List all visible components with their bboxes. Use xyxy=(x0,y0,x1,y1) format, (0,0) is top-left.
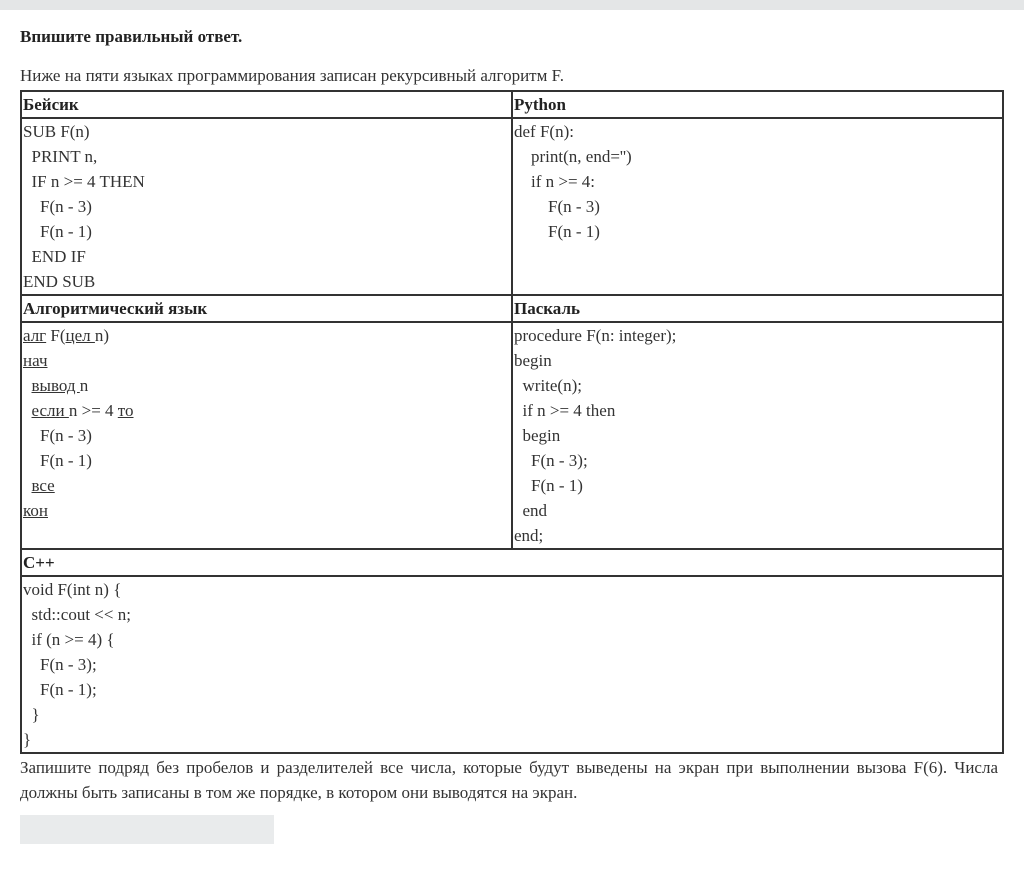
code-indent xyxy=(23,476,32,495)
keyword: то xyxy=(117,401,134,420)
code-line: F(n - 1) xyxy=(514,222,600,241)
code-line: write(n); xyxy=(514,376,582,395)
code-line: SUB F(n) xyxy=(23,122,90,141)
code-line xyxy=(23,373,511,398)
cpp-header: C++ xyxy=(21,549,1003,576)
code-line: print(n, end='') xyxy=(514,147,632,166)
keyword: цел xyxy=(65,326,95,345)
code-line: std::cout << n; xyxy=(23,605,131,624)
keyword: нач xyxy=(23,351,48,370)
code-line xyxy=(23,498,511,523)
code-line: def F(n): xyxy=(514,122,574,141)
code-line: END IF xyxy=(23,247,86,266)
keyword: все xyxy=(31,476,55,495)
algo-header: Алгоритмический язык xyxy=(21,295,512,322)
code-line: procedure F(n: integer); xyxy=(514,326,677,345)
basic-code xyxy=(21,118,512,295)
code-line: F(n - 3) xyxy=(514,197,600,216)
code-line: end; xyxy=(514,526,544,545)
code-line: if n >= 4: xyxy=(514,172,596,191)
code-line xyxy=(23,473,511,498)
top-bar xyxy=(0,0,1024,10)
python-header: Python xyxy=(512,91,1003,118)
code-line: F(n - 3); xyxy=(23,655,97,674)
code-text: n xyxy=(79,376,89,395)
code-line: F(n - 3); xyxy=(514,451,588,470)
keyword: если xyxy=(31,401,69,420)
code-line: IF n >= 4 THEN xyxy=(23,172,145,191)
code-line: if n >= 4 then xyxy=(514,401,616,420)
keyword: кон xyxy=(23,501,48,520)
code-line: void F(int n) { xyxy=(23,580,122,599)
code-line: END SUB xyxy=(23,272,96,291)
code-line xyxy=(23,323,511,348)
cpp-code xyxy=(21,576,1003,753)
code-line: F(n - 1) xyxy=(23,451,92,470)
code-line: PRINT n, xyxy=(23,147,98,166)
code-text: n) xyxy=(94,326,110,345)
code-line: end xyxy=(514,501,548,520)
keyword: алг xyxy=(23,326,47,345)
code-line: } xyxy=(23,705,40,724)
code-line xyxy=(23,348,511,373)
code-line: begin xyxy=(514,351,552,370)
code-line: F(n - 3) xyxy=(23,197,92,216)
code-line xyxy=(23,398,511,423)
code-line: F(n - 1) xyxy=(23,222,92,241)
code-text: n >= 4 xyxy=(68,401,118,420)
code-line: F(n - 1); xyxy=(23,680,97,699)
code-indent xyxy=(23,401,32,420)
pascal-code xyxy=(512,322,1003,549)
instruction-heading: Впишите правильный ответ. xyxy=(20,27,243,46)
pascal-header: Паскаль xyxy=(512,295,1003,322)
algo-code xyxy=(21,322,512,549)
code-indent xyxy=(23,376,32,395)
code-line: F(n - 1) xyxy=(514,476,583,495)
code-line: begin xyxy=(514,426,561,445)
question-text: Запишите подряд без пробелов и разделителей все числа, которые будут выведены на экран при выполнении вызова F(6). Числа должны быть записаны в том же порядке, в котором они выводятся на экран. xyxy=(20,758,998,802)
python-code xyxy=(512,118,1003,295)
answer-input[interactable] xyxy=(20,815,274,844)
code-table xyxy=(20,90,1004,754)
code-line: if (n >= 4) { xyxy=(23,630,115,649)
code-text: F( xyxy=(46,326,66,345)
code-line: } xyxy=(23,730,32,749)
basic-header: Бейсик xyxy=(21,91,512,118)
code-line: F(n - 3) xyxy=(23,426,92,445)
intro-text: Ниже на пяти языках программирования записан рекурсивный алгоритм F. xyxy=(20,66,564,85)
keyword: вывод xyxy=(31,376,80,395)
